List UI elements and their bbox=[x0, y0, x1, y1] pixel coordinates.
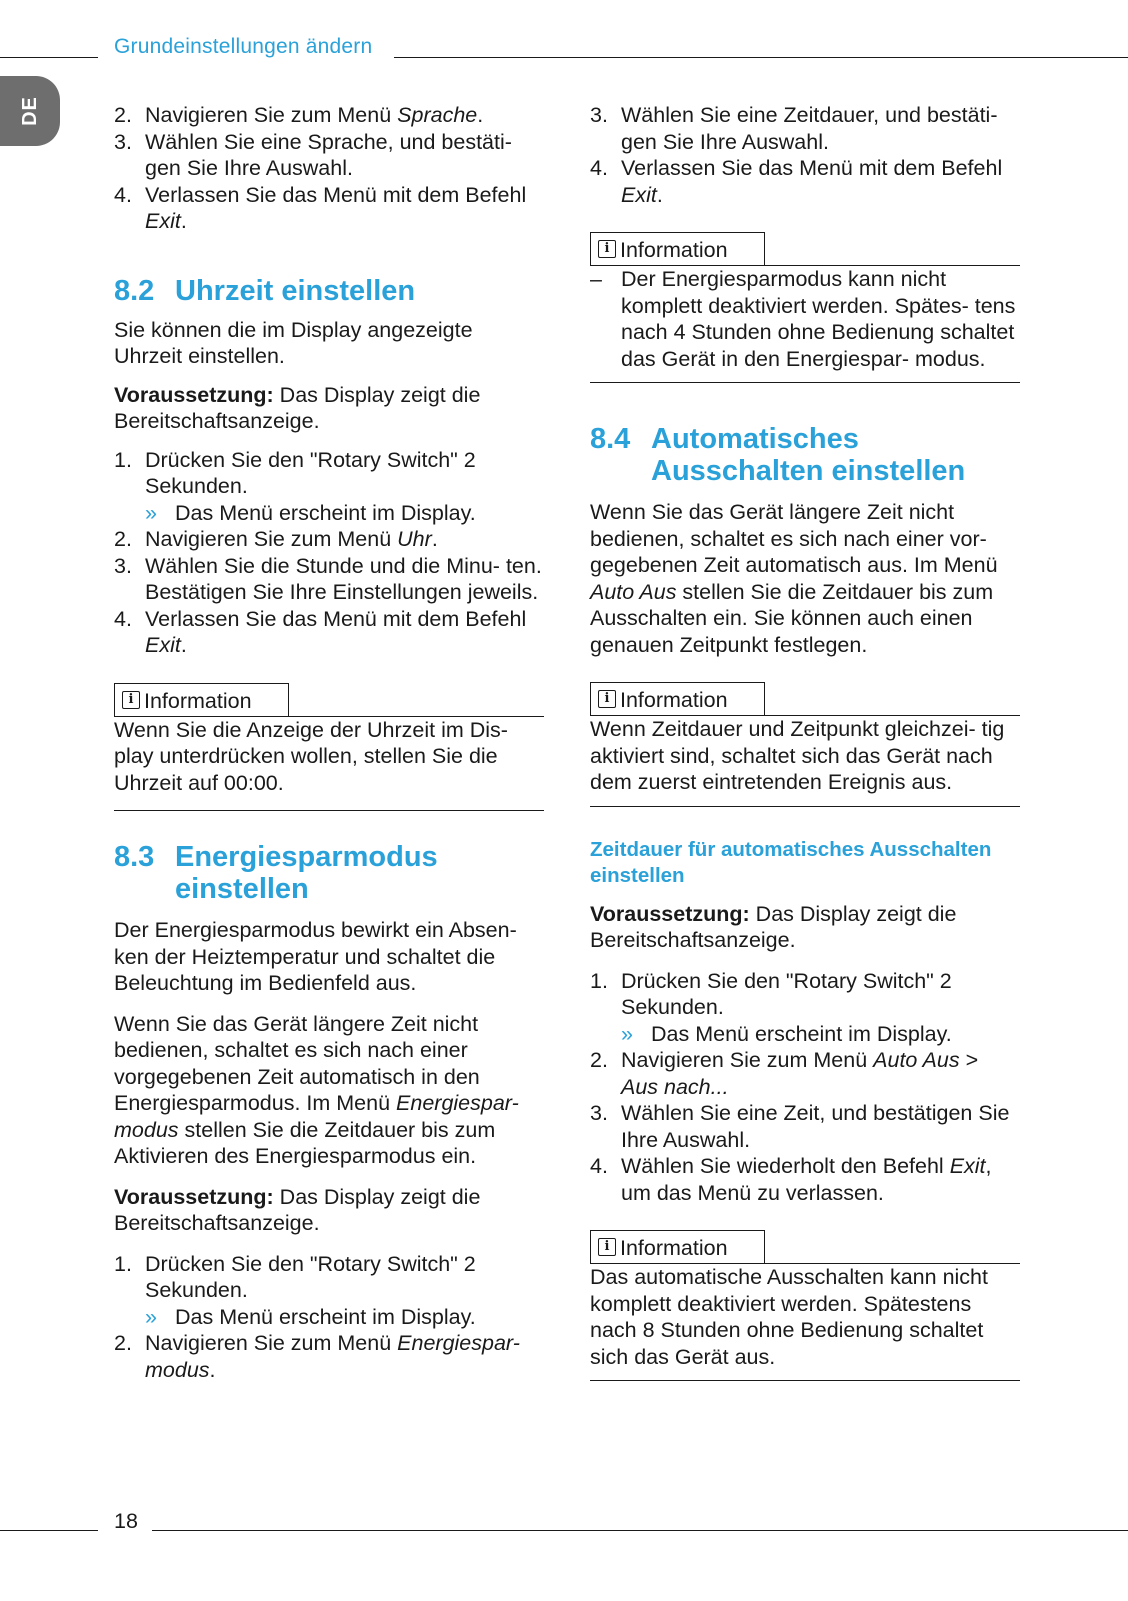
step-text: Verlassen Sie das Menü mit dem Befehl bbox=[621, 156, 1003, 180]
list-item bbox=[590, 1047, 1020, 1100]
list-item bbox=[590, 1153, 1020, 1206]
command-name: Exit bbox=[145, 633, 181, 657]
command-name: Exit bbox=[621, 182, 657, 207]
language-tab bbox=[0, 76, 60, 146]
result-chevron-icon: » bbox=[621, 1021, 633, 1046]
footer-rule-left bbox=[0, 1530, 98, 1531]
step-text: Wählen Sie eine Sprache, und bestäti- gen Sie Ihre Auswahl. bbox=[145, 129, 512, 180]
step-text: . bbox=[180, 209, 187, 233]
list-item bbox=[114, 182, 544, 235]
paragraph-text: Wenn Sie das Gerät längere Zeit nicht bedienen, schaltet es sich nach einer vorgegebenen Zeit automatisch in den Energiesparmodus. Im Menü bbox=[114, 1011, 480, 1115]
information-text bbox=[590, 266, 1020, 372]
info-icon: i bbox=[598, 240, 616, 258]
section-number: 8.4 bbox=[590, 423, 631, 455]
information-label: Information bbox=[620, 238, 728, 262]
right-column bbox=[590, 102, 1020, 1381]
step-text: . bbox=[656, 182, 663, 207]
command-name: Exit bbox=[145, 209, 181, 233]
section-number: 8.3 bbox=[114, 841, 155, 873]
section-heading-8-2 bbox=[114, 275, 544, 307]
list-item bbox=[114, 447, 544, 527]
step-text: > bbox=[959, 1048, 979, 1072]
menu-name: Sprache bbox=[397, 103, 478, 127]
result-chevron-icon: » bbox=[145, 1304, 157, 1329]
page-number: 18 bbox=[114, 1509, 138, 1533]
paragraph bbox=[590, 499, 1020, 658]
list-item bbox=[590, 155, 1020, 208]
step-result bbox=[145, 1304, 544, 1331]
list-item bbox=[590, 102, 1020, 155]
menu-name: Energiespar- modus bbox=[145, 1331, 520, 1382]
paragraph bbox=[114, 1011, 544, 1170]
section-title: Energiesparmodus einstellen bbox=[175, 841, 438, 905]
step-text: . bbox=[209, 1357, 216, 1382]
menu-name: Auto Aus bbox=[873, 1048, 960, 1072]
intro-steps bbox=[114, 102, 544, 235]
prerequisite-text: Das Display zeigt die Bereitschaftsanzeige. bbox=[114, 382, 481, 433]
step-number: 2. bbox=[114, 103, 132, 127]
step-number: 2. bbox=[114, 1331, 132, 1355]
result-text: Das Menü erscheint im Display. bbox=[175, 1304, 476, 1329]
footer-rule-right bbox=[152, 1530, 1128, 1531]
information-header bbox=[590, 682, 1020, 716]
list-item bbox=[114, 1251, 544, 1331]
step-text: Wählen Sie eine Zeit, und bestätigen Sie Ihre Auswahl. bbox=[621, 1101, 1010, 1152]
section-number: 8.2 bbox=[114, 274, 155, 307]
step-number: 1. bbox=[114, 447, 132, 472]
step-text: , um das Menü zu verlassen. bbox=[621, 1154, 992, 1205]
step-text: . bbox=[477, 103, 484, 127]
prerequisite-label: Voraussetzung: bbox=[114, 1184, 274, 1209]
step-text: Wählen Sie die Stunde und die Minu- ten. Bestätigen Sie Ihre Einstellungen jeweils. bbox=[145, 553, 542, 604]
list-item bbox=[114, 606, 544, 659]
result-chevron-icon: » bbox=[145, 500, 157, 525]
info-icon: i bbox=[122, 691, 140, 709]
step-text: Navigieren Sie zum Menü bbox=[621, 1048, 874, 1072]
step-number: 4. bbox=[590, 1154, 608, 1178]
result-text: Das Menü erscheint im Display. bbox=[175, 500, 476, 525]
list-item bbox=[114, 553, 544, 606]
information-label: Information bbox=[620, 1236, 728, 1260]
step-text: Drücken Sie den "Rotary Switch" 2 Sekunden. bbox=[145, 447, 476, 498]
list-item bbox=[114, 129, 544, 182]
information-header bbox=[590, 1230, 1020, 1264]
prerequisite bbox=[114, 382, 544, 435]
information-label: Information bbox=[144, 688, 252, 713]
menu-name: Auto Aus bbox=[590, 579, 677, 604]
steps-auto-off bbox=[590, 968, 1020, 1207]
step-text: Drücken Sie den "Rotary Switch" 2 Sekunden. bbox=[145, 1251, 476, 1302]
prerequisite-text: Das Display zeigt die Bereitschaftsanzeige. bbox=[114, 1184, 481, 1235]
step-number: 4. bbox=[590, 156, 608, 180]
prerequisite-text: Das Display zeigt die Bereitschaftsanzeige. bbox=[590, 901, 957, 952]
prerequisite bbox=[590, 901, 1020, 954]
prerequisite-label: Voraussetzung: bbox=[590, 901, 750, 926]
step-number: 4. bbox=[114, 182, 132, 207]
list-item bbox=[590, 968, 1020, 1048]
header-rule-left bbox=[0, 57, 98, 58]
information-label-box bbox=[590, 1230, 765, 1264]
paragraph-text: stellen Sie die Zeitdauer bis zum Ausschalten ein. Sie können auch einen genauen Zeitpunkt festlegen. bbox=[590, 579, 994, 657]
step-result bbox=[621, 1021, 1020, 1048]
paragraph-text: Wenn Sie das Gerät längere Zeit nicht bedienen, schaltet es sich nach einer vor- gegebenen Zeit automatisch aus. Im Menü bbox=[590, 500, 998, 577]
steps-8-3 bbox=[114, 1251, 544, 1384]
information-label: Information bbox=[620, 688, 728, 712]
language-tab-label: DE bbox=[18, 96, 41, 126]
step-number: 3. bbox=[114, 129, 132, 154]
step-number: 3. bbox=[590, 103, 608, 127]
information-text: Wenn Zeitdauer und Zeitpunkt gleichzei- tig aktiviert sind, schaltet sich das Gerät nach dem zuerst eintretenden Ereignis aus. bbox=[590, 717, 1005, 794]
information-header bbox=[114, 683, 544, 717]
section-heading-8-4 bbox=[590, 423, 1020, 487]
step-text: Wählen Sie wiederholt den Befehl bbox=[621, 1154, 950, 1178]
menu-name: Energiespar- modus bbox=[114, 1091, 519, 1142]
steps-8-3-continued bbox=[590, 102, 1020, 208]
step-number: 1. bbox=[590, 968, 608, 993]
info-icon: i bbox=[598, 690, 616, 708]
list-item bbox=[114, 102, 544, 129]
information-header bbox=[590, 232, 1020, 266]
step-text: Navigieren Sie zum Menü bbox=[145, 103, 398, 127]
divider bbox=[590, 1380, 1020, 1381]
running-header: Grundeinstellungen ändern bbox=[114, 35, 373, 58]
menu-name: Uhr bbox=[397, 527, 432, 551]
section-title: Automatisches Ausschalten einstellen bbox=[651, 423, 966, 487]
prerequisite-label: Voraussetzung: bbox=[114, 382, 274, 407]
left-column bbox=[114, 102, 544, 1383]
step-text: . bbox=[180, 633, 187, 657]
info-icon: i bbox=[598, 1238, 616, 1256]
information-label-box bbox=[114, 683, 289, 717]
list-item bbox=[114, 526, 544, 553]
step-number: 4. bbox=[114, 606, 132, 631]
step-number: 3. bbox=[590, 1101, 608, 1125]
information-label-box bbox=[590, 232, 765, 266]
list-item bbox=[114, 1330, 544, 1383]
step-result bbox=[145, 500, 544, 527]
dash-bullet: – bbox=[590, 267, 602, 291]
information-label-box bbox=[590, 682, 765, 716]
divider bbox=[590, 715, 1020, 716]
step-text: . bbox=[431, 527, 438, 551]
section-heading-8-3 bbox=[114, 841, 544, 905]
paragraph: Der Energiesparmodus bewirkt ein Absen- ken der Heiztemperatur und schaltet die Beleuchtung im Bedienfeld aus. bbox=[114, 918, 517, 995]
step-text: Verlassen Sie das Menü mit dem Befehl bbox=[145, 182, 527, 207]
paragraph: Sie können die im Display angezeigte Uhrzeit einstellen. bbox=[114, 317, 473, 368]
information-text-body: Der Energiesparmodus kann nicht komplett deaktiviert werden. Spätes- tens nach 4 Stunden ohne Bedienung schaltet das Gerät in den Energiespar- modus. bbox=[621, 267, 1016, 371]
step-text: Drücken Sie den "Rotary Switch" 2 Sekunden. bbox=[621, 968, 952, 1019]
steps-8-2 bbox=[114, 447, 544, 659]
result-text: Das Menü erscheint im Display. bbox=[651, 1021, 952, 1046]
divider bbox=[114, 716, 544, 717]
command-name: Exit bbox=[949, 1154, 986, 1178]
paragraph-text: stellen Sie die Zeitdauer bis zum Aktivieren des Energiesparmodus ein. bbox=[114, 1117, 496, 1168]
information-text: Das automatische Ausschalten kann nicht komplett deaktiviert werden. Spätestens nach 8 Stunden ohne Bedienung schaltet sich das Gerät aus. bbox=[590, 1265, 988, 1369]
section-title: Uhrzeit einstellen bbox=[175, 274, 416, 307]
list-item bbox=[590, 1100, 1020, 1153]
step-number: 1. bbox=[114, 1251, 132, 1276]
step-text: Navigieren Sie zum Menü bbox=[145, 1331, 398, 1355]
divider bbox=[590, 1263, 1020, 1264]
subsection-heading: Zeitdauer für automatisches Ausschalten einstellen bbox=[590, 837, 992, 887]
step-text: Verlassen Sie das Menü mit dem Befehl bbox=[145, 606, 527, 631]
header-rule-right bbox=[394, 57, 1128, 58]
step-text: Wählen Sie eine Zeitdauer, und bestäti- gen Sie Ihre Auswahl. bbox=[621, 103, 998, 154]
step-number: 3. bbox=[114, 553, 132, 578]
step-number: 2. bbox=[114, 527, 132, 551]
information-text: Wenn Sie die Anzeige der Uhrzeit im Dis- play unterdrücken wollen, stellen Sie die Uhrzeit auf 00:00. bbox=[114, 717, 508, 795]
step-text: Navigieren Sie zum Menü bbox=[145, 527, 398, 551]
step-number: 2. bbox=[590, 1048, 608, 1072]
menu-name: Aus nach... bbox=[621, 1074, 729, 1099]
prerequisite bbox=[114, 1184, 544, 1237]
